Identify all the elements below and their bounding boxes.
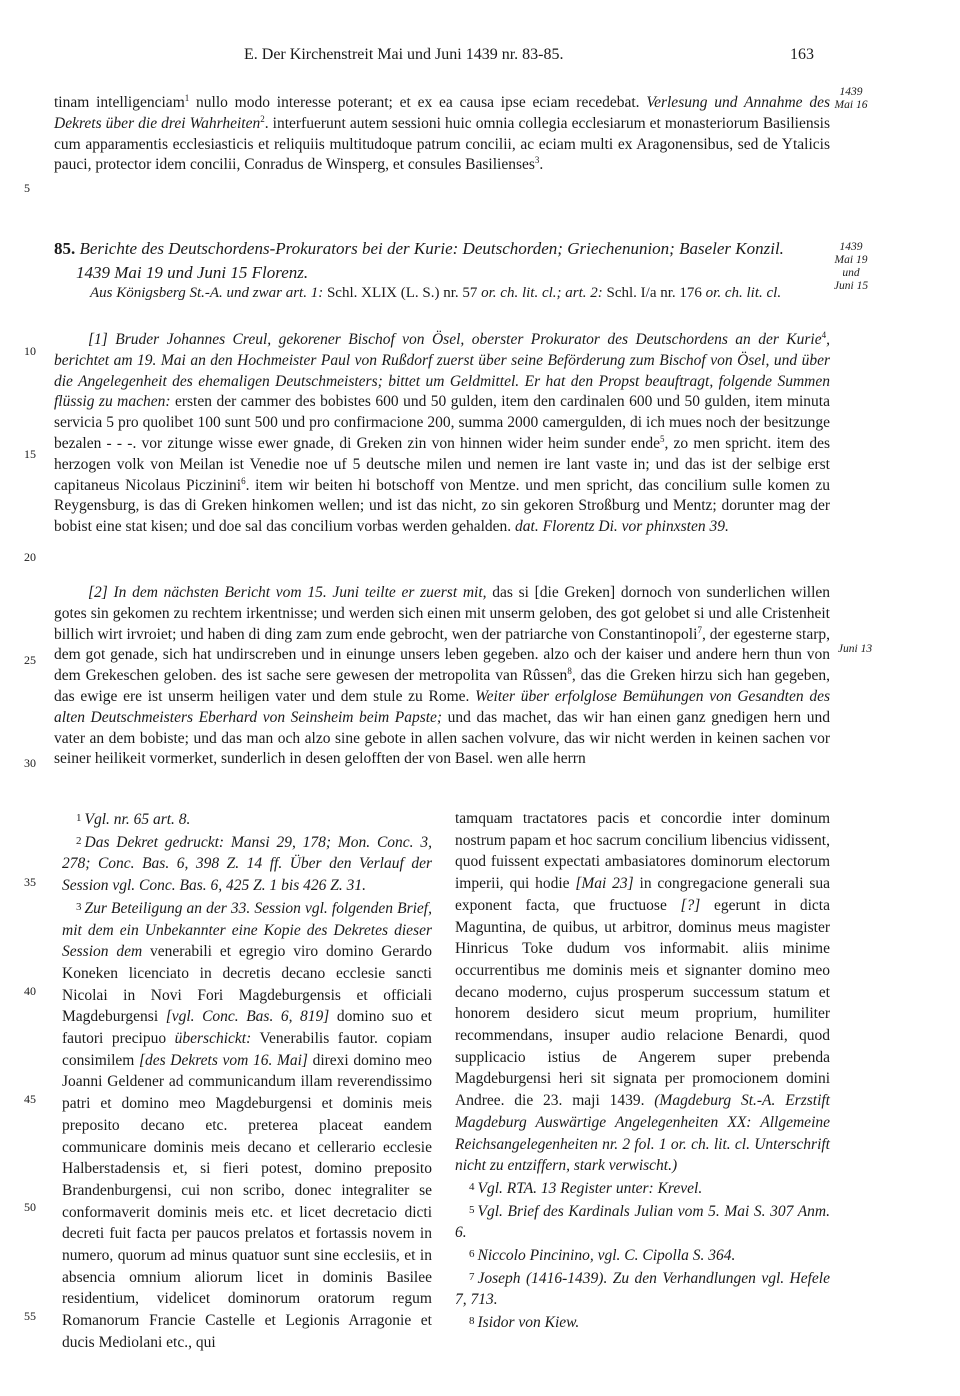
margin-date-line: und — [842, 267, 860, 279]
footnote-continuation — [455, 808, 830, 1177]
editorial-summary: [1] Bruder Johannes Creul, gekorener Bischof von Ösel, oberster Prokurator des Deutschordens an der Kurie — [88, 331, 822, 348]
footnote-text: direxi domino meo Joanni Geldener ad communicandum illam reverendissimo patri et domino meo Magdeburgensi et dominis meis preposito decano etc. preterea placeat eandem communicare dominis meis decano et cellerario ecclesie Halberstadensis et, si fieri potest, domino preposito Brandenburgensi, cui non scribo, donec integraliter se conformaverit dominis meis etc. et licet decretacio dicti decreti fuit facta per paucos prelatos et fortassis novem in numero, quorum ad minus quatuor sunt sine ecclesiis, et in absencia omnium aliorum licet in dominis Basilee residentium, videlicet dominorum oratorum regum Romanorum Francie Castelle et Legionis Arragonie et ducis Mediolani etc., qui — [62, 1051, 433, 1351]
footnote — [62, 808, 432, 831]
entry-title: Berichte des Deutschordens-Prokurators bei der Kurie: Deutschorden; Griechenunion; Baseler Konzil. — [75, 239, 784, 258]
margin-date-note — [830, 643, 880, 656]
margin-date-line: 1439 — [839, 241, 863, 253]
footnote-number: 6 — [469, 1248, 475, 1261]
footnote-text: Zur Beteiligung an der 33. Session vgl. folgenden Brief, mit dem ein Unbekannter eine Kopie des Dekretes dieser Session dem — [62, 899, 432, 961]
footnotes-left-column — [62, 808, 432, 1354]
footnote-text: domino suo et fautori precipuo — [62, 1008, 432, 1048]
footnote — [455, 1177, 830, 1200]
text-run: und das machet, das wir han einen ganz gnedigen hern und vater an dem bobiste; und das man och alzo sine gebote in allen sachen volvure, das wir nicht werden in keinen sachen vor seiner heilikeit vormerket, sunderlich in desen gelofften der von Basel. wen alle herrn — [54, 708, 830, 768]
footnote-text: Isidor von Kiew. — [477, 1314, 580, 1332]
page-number: 163 — [790, 46, 814, 63]
text-run: . — [539, 156, 544, 174]
section-2 — [54, 583, 830, 770]
text-run: das si [die Greken] dornoch von sunderlichen willen gotes sin gekomen zu rechtem irkentnisse; und werden sich einen mit unserm geloben, des got gelobet si und alle Cristenheit billich wirt irvroiet; und haben di ding zam zum ende gebrocht, wen der patriarche von Constantinopoli — [54, 584, 831, 643]
text-run: or. ch. lit. cl. — [705, 285, 782, 301]
margin-date-line: Juni 15 — [833, 280, 869, 292]
entry-date: 1439 Mai 19 und Juni 15 Florenz. — [76, 263, 309, 282]
text-run: ersten der cammer des bobistes 600 und 50 gulden, item den cardinalen 600 und 50 gulden, item minuta servicia 5 pro quolibet 100 sunt 500 und pro confirmacione 200, summa 2000 camergulden, di ich mues noch der besitzunge bezalen - - -. vor zitunge wisse ewer gnade, di Greken zin von hinnen wider heim sunder ende — [54, 393, 830, 452]
footnote — [455, 1244, 830, 1267]
footnote-number: 7 — [469, 1270, 475, 1283]
text-run: . interfuerunt autem sessioni huic omnia collegia ecclesiarum et monasteriorum Basiliensis cum apparamentis ecclesiasticis et reliquiis multitudoque patrum concilii, ac eciam multi ex Aragonensibus, sed de Ytalicis pauci, protector idem concilii, Conradus de Winsperg, et consules Basilienses — [54, 114, 830, 174]
margin-date-line: Mai 16 — [834, 99, 868, 111]
footnote-number: 2 — [76, 834, 82, 847]
intro-paragraph — [54, 93, 830, 176]
footnote-number: 5 — [469, 1203, 475, 1216]
footnotes-right-column — [455, 808, 830, 1334]
footnote-ref: 1 — [184, 92, 190, 103]
section-1 — [54, 330, 830, 538]
text-run: Aus Königsberg St.-A. und zwar art. 1: — [90, 285, 324, 301]
footnote-number: 1 — [76, 812, 82, 824]
footnote-ref: 3 — [534, 155, 540, 166]
footnote-number: 3 — [76, 900, 82, 913]
running-header: E. Der Kirchenstreit Mai und Juni 1439 nr. 83-85. — [244, 46, 564, 63]
footnote-text: Venerabilis fautor. copiam consimilem — [62, 1030, 432, 1069]
footnote-text: Das Dekret gedruckt: Mansi 29, 178; Mon. Conc. 3, 278; Conc. Bas. 6, 398 Z. 14 ff. Über den Verlauf der Session vgl. Conc. Bas. 6, 425 Z. 1 bis 426 Z. 31. — [62, 833, 432, 895]
editorial-summary: Weiter über erfolglose Bemühungen von Gesandten des alten Deutschmeisters Eberhard von Seinsheim beim Papste; — [54, 687, 830, 726]
line-number: 35 — [24, 875, 36, 889]
line-number: 15 — [24, 447, 36, 461]
text-run: tinam intelligenciam — [54, 94, 185, 111]
text-run: Schl. XLIX (L. S.) nr. 57 — [323, 285, 482, 301]
footnote-number: 4 — [469, 1180, 475, 1193]
footnote — [455, 1200, 830, 1244]
footnote — [62, 897, 432, 1354]
footnote-ref: 6 — [241, 475, 246, 486]
footnote-ref: 7 — [697, 624, 702, 635]
line-number: 20 — [24, 550, 36, 564]
footnote-text: [?] — [680, 896, 701, 914]
dating-clause: dat. Florentz Di. vor phinxsten 39. — [515, 518, 729, 536]
line-number: 55 — [24, 1309, 36, 1323]
footnote-text: egerunt in dicta Maguntina, de quibus, ut arbitror, dominus meus magister Hinricus Toke dudum vos informabit. aliis minime occurrentibus me dominis meis et signanter domino meo decano moderno, cujus prosperum successum statum et honorem desidero sicut meum proprium, humiliter recommendans, insuper audio relacione Benardi, quod supplicacio istius de Angerem super prebenda Magdeburgensi heri sit signata per promocionem domini Andree. die 23. maji 1439. — [455, 896, 830, 1110]
source-note — [90, 283, 820, 304]
line-number: 40 — [24, 984, 36, 998]
margin-date-line: Juni 13 — [837, 643, 873, 655]
editorial-summary: [2] In dem nächsten Bericht vom 15. Juni teilte er zuerst mit, — [88, 584, 487, 601]
footnote-text: [des Dekrets vom 16. Mai] — [138, 1051, 308, 1069]
line-number: 5 — [24, 181, 30, 195]
footnote-text: Vgl. RTA. 13 Register unter: Krevel. — [477, 1179, 703, 1197]
margin-date-line: Mai 19 — [834, 254, 868, 266]
footnote-text: überschickt: — [174, 1030, 252, 1048]
footnote-text: Vgl. nr. 65 art. 8. — [84, 811, 191, 828]
footnote-number: 8 — [469, 1315, 475, 1328]
footnote — [62, 831, 432, 897]
text-run: nullo modo interesse poterant; et ex ea causa ipse eciam recedebat. — [189, 94, 647, 111]
entry-number: 85. — [54, 239, 76, 258]
line-number: 30 — [24, 756, 36, 770]
line-number: 50 — [24, 1200, 36, 1214]
footnote-text: in congregacione generali sua exponent facta, que fructuose — [455, 875, 830, 914]
editorial-note: Verlesung und Annahme des Dekrets über die drei Wahrheiten — [54, 94, 830, 132]
footnote-ref: 2 — [260, 113, 265, 124]
margin-date-line: 1439 — [839, 86, 863, 98]
footnote-ref: 5 — [659, 433, 665, 444]
margin-date-note — [828, 86, 874, 112]
footnote-ref: 8 — [567, 666, 572, 677]
text-run: or. ch. lit. cl.; art. 2: — [481, 285, 603, 301]
line-number: 10 — [24, 344, 36, 358]
entry-heading — [54, 237, 824, 285]
footnote-text: venerabili et egregio viro domino Gerardo Koneken licenciato in decretis decano ecclesie sancti Nicolai in Novi Fori Magdeburgensis et officiali Magdeburgensi — [62, 943, 432, 1026]
footnote-ref: 4 — [821, 329, 827, 340]
line-number: 45 — [24, 1092, 36, 1106]
text-run: , das die Greken hirzu sich han gegeben, das ewige ere ist unserm heiligen vater und dem stule zu Rome. — [54, 667, 831, 705]
footnote-text: [Mai 23] — [575, 875, 634, 893]
footnote-text: Joseph (1416-1439). Zu den Verhandlungen vgl. Hefele 7, 713. — [455, 1269, 830, 1309]
footnote-text: tamquam tractatores pacis et concordie inter dominum nostrum papam et hoc sacrum concilium libencius vidissent, quod fuissent expectati ambasiatores dominorum electorum imperii, qui hodie — [455, 810, 830, 893]
footnote — [455, 1267, 830, 1311]
footnote-text: Vgl. Brief des Kardinals Julian vom 5. Mai S. 307 Anm. 6. — [455, 1202, 830, 1242]
text-run: Schl. I/a nr. 176 — [602, 285, 706, 301]
footnote — [455, 1311, 830, 1334]
editorial-summary: , berichtet am 19. Mai an den Hochmeister Paul von Rußdorf zuerst über seine Beförderung zum Bischof von Ösel, und über die Angelegenheit des ehemaligen Deutschmeisters; bittet um Geldmittel. Er hat den Propst beauftragt, folgende Summen flüssig zu machen: — [54, 331, 830, 411]
footnote-text: Niccolo Pincinino, vgl. C. Cipolla S. 364. — [477, 1247, 736, 1265]
margin-date-note — [828, 241, 874, 293]
footnote-text: (Magdeburg St.-A. Erzstift Magdeburg Auswärtige Angelegenheiten XX: Allgemeine Reichsangelegenheiten nr. 2 fol. 1 or. ch. lit. cl. Unterschrift nicht zu entziffern, stark verwischt.) — [455, 1092, 830, 1175]
text-run: . item wir beiten hi botschoff von Mentze. und men spricht, das concilium sulle komen zu Reygensburg, is das di Greken hinkomen wellen; und ist das nicht, zo sin gekoren Stroßburg und Mentz; dorunter mag der bobist eine stat kisen; und doe sal das concilium vorbas werden gehalden. — [54, 476, 830, 536]
text-run: , der egesterne starp, dem got genade, sich hat undirscreben und in einunge unsers leben gegeben. alzo och der kaiser und andere hern thun von dem Grekeschen geloben. des ist sache sere gewesen der metropolita van Rûssen — [54, 625, 830, 685]
line-number: 25 — [24, 653, 36, 667]
text-run: , zo men spricht. item des herzogen volk von Meilan ist Venedie noe uf 5 deutsche milen und nemen ire lant vaste in; und das ist der selbige erst capitaneus Nicolaus Piczinini — [54, 434, 830, 494]
footnote-text: [vgl. Conc. Bas. 6, 819] — [165, 1008, 330, 1026]
